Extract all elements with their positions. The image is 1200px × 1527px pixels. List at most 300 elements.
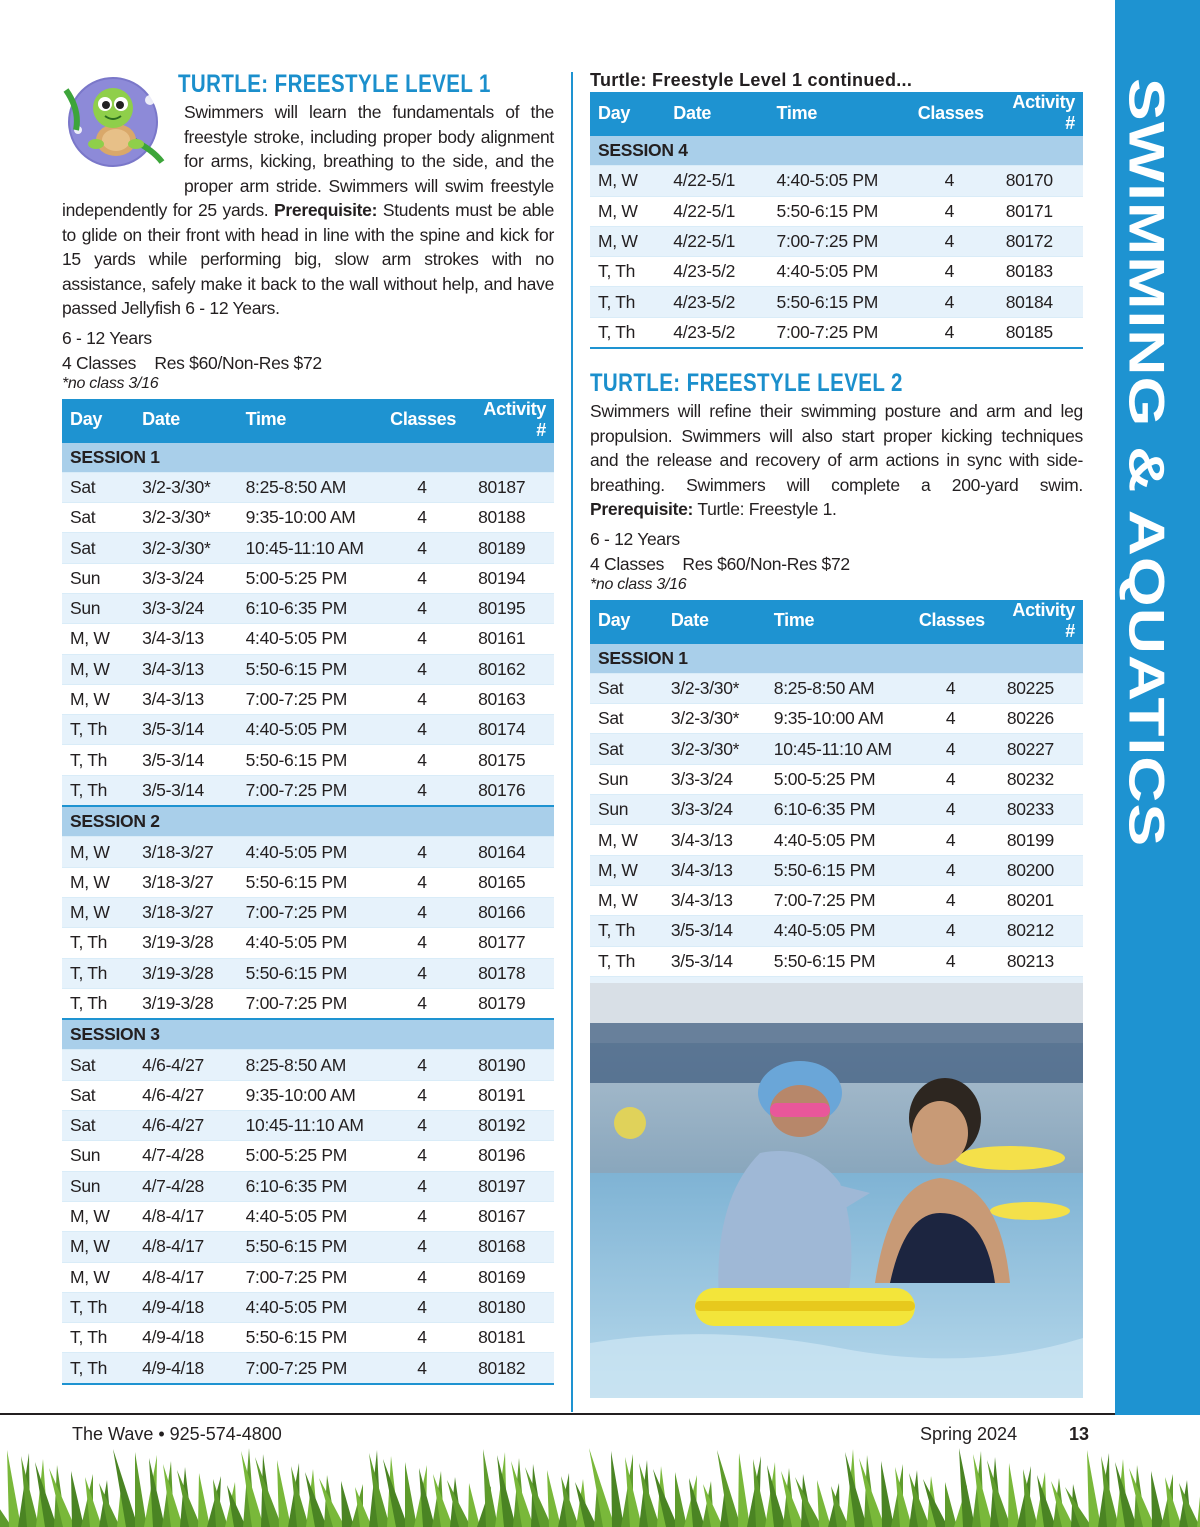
activity-cell: 80181 [464,1323,554,1353]
grass-blade [717,1450,741,1527]
table-row [62,593,554,623]
page-number: 13 [1069,1424,1090,1444]
session-header-row [62,806,554,837]
column-header: Time [238,399,380,442]
date-cell: 3/3-3/24 [134,563,237,593]
date-cell: 3/3-3/24 [663,764,766,794]
course-description-2: Swimmers will refine their swimming posture and arm and leg propulsion. Swimmers will also start proper kicking techniques and the release and recovery of arm actions in sync with side-breathing. Swimmers will complete a 200-yard swim. Prerequisite: Turtle: Freestyle 1. [590,401,1083,520]
classes-cell: 4 [907,257,992,287]
time-cell: 5:00-5:25 PM [766,764,909,794]
session-header-row [62,1019,554,1050]
date-cell: 3/5-3/14 [134,715,237,745]
activity-cell: 80233 [993,795,1083,825]
date-cell: 4/22-5/1 [665,196,768,226]
age-range: 6 - 12 Years [62,327,152,348]
day-cell: Sat [590,704,663,734]
date-cell: 3/18-3/27 [134,867,237,897]
table-row [62,1353,554,1384]
time-cell: 5:50-6:15 PM [769,287,908,317]
day-cell: Sun [62,1141,134,1171]
time-cell: 9:35-10:00 AM [238,1080,380,1110]
time-cell: 7:00-7:25 PM [238,775,380,806]
time-cell: 4:40-5:05 PM [238,624,380,654]
table-row [62,1171,554,1201]
day-cell: M, W [62,897,134,927]
time-cell: 4:40-5:05 PM [769,166,908,196]
table-row [62,775,554,806]
column-header: Date [134,399,237,442]
activity-cell: 80225 [993,673,1083,703]
day-cell: T, Th [590,317,665,348]
column-header: Classes [908,600,992,643]
table-row [62,503,554,533]
classes-cell: 4 [380,533,464,563]
classes-cell: 4 [907,226,992,256]
day-cell: T, Th [590,946,663,976]
continued-title: Turtle: Freestyle Level 1 continued... [590,70,913,90]
grass-blade [71,1471,84,1527]
date-cell: 4/6-4/27 [134,1050,237,1080]
time-cell: 5:50-6:15 PM [238,958,380,988]
classes-cell: 4 [380,897,464,927]
grass-blade [589,1448,615,1527]
date-cell: 3/4-3/13 [134,624,237,654]
activity-cell: 80176 [464,775,554,806]
classes-cell: 4 [380,958,464,988]
time-cell: 5:00-5:25 PM [238,1141,380,1171]
classes-cell: 4 [380,1111,464,1141]
grass-blade [738,1453,750,1527]
table-row [590,287,1083,317]
day-cell: M, W [62,837,134,867]
table-row [590,673,1083,703]
time-cell: 5:50-6:15 PM [766,855,909,885]
table-row [62,563,554,593]
activity-cell: 80194 [464,563,554,593]
class-pricing-2: 4 Classes Res $60/Non-Res $72 [590,553,850,574]
time-cell: 5:50-6:15 PM [238,745,380,775]
activity-cell: 80175 [464,745,554,775]
time-cell: 4:40-5:05 PM [766,825,909,855]
activity-cell: 80199 [993,825,1083,855]
grass-blade [1008,1463,1020,1527]
grass-blade [547,1470,561,1527]
time-cell: 8:25-8:50 AM [238,472,380,502]
session-label: SESSION 3 [62,1019,554,1050]
table-row [62,867,554,897]
time-cell: 7:00-7:25 PM [238,988,380,1019]
time-cell: 4:40-5:05 PM [238,1201,380,1231]
table-row [62,1141,554,1171]
day-cell: Sun [62,563,134,593]
session-header-row [62,442,554,473]
classes-cell: 4 [908,795,992,825]
date-cell: 3/4-3/13 [663,885,766,915]
day-cell: M, W [62,654,134,684]
table-row [590,764,1083,794]
date-cell: 3/2-3/30* [663,734,766,764]
time-cell: 4:40-5:05 PM [766,916,909,946]
day-cell: Sun [62,1171,134,1201]
day-cell: M, W [62,1262,134,1292]
classes-cell: 4 [380,503,464,533]
classes-cell: 4 [908,734,992,764]
date-cell: 4/8-4/17 [134,1232,237,1262]
column-header: Activity # [464,399,554,442]
activity-cell: 80226 [993,704,1083,734]
course-title: TURTLE: FREESTYLE LEVEL 1 [178,70,491,98]
activity-cell: 80169 [464,1262,554,1292]
grass-blade [405,1462,417,1527]
grass-blade [177,1470,201,1527]
activity-cell: 80212 [993,916,1083,946]
column-header: Time [769,92,908,135]
continued-schedule-table [590,92,1083,349]
table-row [590,825,1083,855]
day-cell: M, W [62,624,134,654]
activity-cell: 80191 [464,1080,554,1110]
activity-cell: 80188 [464,503,554,533]
activity-cell: 80179 [464,988,554,1019]
grass-decoration [0,1445,1200,1527]
table-row [590,226,1083,256]
classes-cell: 4 [380,928,464,958]
date-cell: 3/19-3/28 [134,928,237,958]
grass-blade [135,1452,147,1527]
grass-blade [277,1460,291,1527]
column-header: Date [665,92,768,135]
image-spacer [62,100,184,196]
table-row [590,734,1083,764]
classes-cell: 4 [380,1292,464,1322]
grass-blade [945,1482,957,1527]
time-cell: 4:40-5:05 PM [238,715,380,745]
time-cell: 5:50-6:15 PM [238,1323,380,1353]
course-description: Swimmers will learn the fundamentals of the freestyle stroke, including proper body alignment for arms, kicking, breathing to the side, and the proper arm stride. Swimmers will swim freestyle independently for 25 yards. Prerequisite: Students must be able to glide on their front with head in line with the spine and kick for 15 yards while performing big, slow arm strokes with no assistance, safely make it back to the wall without help, and have passed Jellyfish 6 - 12 Years. [62,102,555,318]
table-row [62,1080,554,1110]
day-cell: T, Th [62,958,134,988]
table-row [62,1050,554,1080]
activity-cell: 80189 [464,533,554,563]
activity-cell: 80172 [992,226,1083,256]
session-label: SESSION 4 [590,135,1083,166]
time-cell: 10:45-11:10 AM [766,734,909,764]
day-cell: M, W [590,885,663,915]
table-header-row [590,600,1083,643]
side-banner-text: SWIMMING & AQUATICS [1118,78,1175,848]
time-cell: 6:10-6:35 PM [238,1171,380,1201]
time-cell: 4:40-5:05 PM [238,837,380,867]
day-cell: M, W [590,166,665,196]
activity-cell: 80167 [464,1201,554,1231]
activity-cell: 80196 [464,1141,554,1171]
table-row [590,166,1083,196]
day-cell: T, Th [62,715,134,745]
date-cell: 4/9-4/18 [134,1323,237,1353]
column-header: Date [663,600,766,643]
activity-cell: 80177 [464,928,554,958]
classes-cell: 4 [380,654,464,684]
day-cell: M, W [62,684,134,714]
classes-cell: 4 [380,1232,464,1262]
activity-cell: 80161 [464,624,554,654]
table-row [62,624,554,654]
day-cell: T, Th [590,287,665,317]
date-cell: 3/4-3/13 [663,825,766,855]
table-row [62,958,554,988]
column-header: Time [766,600,909,643]
column-divider [571,72,573,1412]
date-cell: 4/9-4/18 [134,1353,237,1384]
session-header-row [590,643,1083,674]
date-cell: 3/4-3/13 [134,654,237,684]
table-row [590,916,1083,946]
table-row [62,988,554,1019]
date-cell: 3/2-3/30* [134,503,237,533]
time-cell: 4:40-5:05 PM [238,1292,380,1322]
day-cell: M, W [62,1232,134,1262]
right-column [590,68,1083,1008]
table-row [590,196,1083,226]
table-row [62,472,554,502]
classes-cell: 4 [380,593,464,623]
classes-cell: 4 [380,684,464,714]
column-header: Day [62,399,134,442]
activity-cell: 80165 [464,867,554,897]
activity-cell: 80163 [464,684,554,714]
activity-cell: 80192 [464,1111,554,1141]
swim-lesson-photo [590,983,1083,1398]
classes-cell: 4 [908,825,992,855]
classes-cell: 4 [380,867,464,897]
footer-contact: The Wave • 925-574-4800 [72,1424,282,1444]
column-header: Day [590,92,665,135]
classes-cell: 4 [907,166,992,196]
table-row [62,1232,554,1262]
table-row [62,1201,554,1231]
grass-blade [817,1480,831,1527]
date-cell: 3/4-3/13 [663,855,766,885]
time-cell: 5:50-6:15 PM [766,946,909,976]
date-cell: 3/18-3/27 [134,837,237,867]
day-cell: M, W [590,855,663,885]
date-cell: 3/5-3/14 [134,775,237,806]
activity-cell: 80174 [464,715,554,745]
table-header-row [590,92,1083,135]
day-cell: M, W [62,1201,134,1231]
schedule-note-2: *no class 3/16 [590,575,687,593]
date-cell: 4/23-5/2 [665,257,768,287]
classes-cell: 4 [380,1141,464,1171]
column-header: Activity # [992,92,1083,135]
classes-cell: 4 [380,472,464,502]
date-cell: 3/5-3/14 [134,745,237,775]
schedule-table [62,399,554,1385]
activity-cell: 80162 [464,654,554,684]
date-cell: 4/6-4/27 [134,1111,237,1141]
activity-cell: 80201 [993,885,1083,915]
table-row [62,1111,554,1141]
time-cell: 7:00-7:25 PM [238,684,380,714]
date-cell: 3/4-3/13 [134,684,237,714]
date-cell: 4/6-4/27 [134,1080,237,1110]
activity-cell: 80180 [464,1292,554,1322]
classes-cell: 4 [380,1353,464,1384]
time-cell: 8:25-8:50 AM [766,673,909,703]
grass-blade [987,1460,1011,1527]
day-cell: Sun [590,795,663,825]
activity-cell: 80200 [993,855,1083,885]
day-cell: Sun [62,593,134,623]
classes-cell: 4 [380,1080,464,1110]
time-cell: 4:40-5:05 PM [769,257,908,287]
activity-cell: 80187 [464,472,554,502]
table-row [62,1292,554,1322]
activity-cell: 80178 [464,958,554,988]
classes-cell: 4 [907,287,992,317]
table-row [62,837,554,867]
activity-cell: 80232 [993,764,1083,794]
date-cell: 4/9-4/18 [134,1292,237,1322]
table-row [590,855,1083,885]
table-row [590,885,1083,915]
class-pricing: 4 Classes Res $60/Non-Res $72 [62,352,322,373]
day-cell: M, W [590,226,665,256]
activity-cell: 80170 [992,166,1083,196]
time-cell: 5:50-6:15 PM [238,654,380,684]
date-cell: 3/3-3/24 [134,593,237,623]
time-cell: 10:45-11:10 AM [238,1111,380,1141]
classes-cell: 4 [907,196,992,226]
table-header-row [62,399,554,442]
day-cell: Sat [62,1050,134,1080]
grass-blade [468,1483,480,1527]
classes-cell: 4 [380,715,464,745]
classes-cell: 4 [908,704,992,734]
day-cell: M, W [590,196,665,226]
table-row [590,704,1083,734]
activity-cell: 80164 [464,837,554,867]
grass-blade [198,1473,210,1527]
age-range-2: 6 - 12 Years [590,528,680,549]
day-cell: T, Th [62,1323,134,1353]
day-cell: T, Th [62,775,134,806]
day-cell: T, Th [62,1353,134,1384]
date-cell: 3/3-3/24 [663,795,766,825]
day-cell: T, Th [62,928,134,958]
classes-cell: 4 [380,1323,464,1353]
time-cell: 7:00-7:25 PM [238,1353,380,1384]
date-cell: 3/2-3/30* [134,472,237,502]
classes-cell: 4 [908,946,992,976]
grass-blade [611,1451,624,1527]
classes-cell: 4 [380,624,464,654]
column-header: Activity # [993,600,1083,643]
day-cell: T, Th [62,1292,134,1322]
date-cell: 3/5-3/14 [663,946,766,976]
activity-cell: 80183 [992,257,1083,287]
day-cell: Sat [62,1111,134,1141]
day-cell: Sun [590,764,663,794]
classes-cell: 4 [380,1050,464,1080]
time-cell: 5:50-6:15 PM [238,1232,380,1262]
date-cell: 3/2-3/30* [663,704,766,734]
day-cell: Sat [62,1080,134,1110]
day-cell: Sat [590,673,663,703]
date-cell: 4/8-4/17 [134,1262,237,1292]
classes-cell: 4 [907,317,992,348]
date-cell: 3/2-3/30* [134,533,237,563]
classes-cell: 4 [380,775,464,806]
time-cell: 6:10-6:35 PM [238,593,380,623]
schedule-note: *no class 3/16 [62,374,159,392]
classes-cell: 4 [908,916,992,946]
activity-cell: 80182 [464,1353,554,1384]
date-cell: 3/19-3/28 [134,988,237,1019]
date-cell: 4/23-5/2 [665,317,768,348]
classes-cell: 4 [380,837,464,867]
date-cell: 4/23-5/2 [665,287,768,317]
time-cell: 7:00-7:25 PM [769,317,908,348]
table-row [590,257,1083,287]
table-row [62,533,554,563]
time-cell: 6:10-6:35 PM [766,795,909,825]
time-cell: 5:50-6:15 PM [769,196,908,226]
date-cell: 4/7-4/28 [134,1171,237,1201]
grass-blade [1151,1471,1164,1527]
date-cell: 3/5-3/14 [663,916,766,946]
table-row [62,1262,554,1292]
column-header: Classes [380,399,464,442]
activity-cell: 80166 [464,897,554,927]
table-row [62,715,554,745]
day-cell: Sat [62,533,134,563]
grass-blade [113,1449,138,1527]
session-header-row [590,135,1083,166]
date-cell: 3/2-3/30* [663,673,766,703]
course-title-2: TURTLE: FREESTYLE LEVEL 2 [590,369,903,398]
day-cell: T, Th [590,257,665,287]
day-cell: T, Th [62,988,134,1019]
grass-blade [675,1472,687,1527]
activity-cell: 80185 [992,317,1083,348]
classes-cell: 4 [380,745,464,775]
time-cell: 8:25-8:50 AM [238,1050,380,1080]
activity-cell: 80195 [464,593,554,623]
table-row [62,684,554,714]
table-row [590,795,1083,825]
table-row [590,946,1083,976]
day-cell: T, Th [62,745,134,775]
session-label: SESSION 1 [62,442,554,473]
day-cell: T, Th [590,916,663,946]
classes-cell: 4 [908,673,992,703]
time-cell: 9:35-10:00 AM [238,503,380,533]
classes-cell: 4 [908,885,992,915]
classes-cell: 4 [380,1262,464,1292]
time-cell: 5:50-6:15 PM [238,867,380,897]
column-header: Classes [907,92,992,135]
time-cell: 4:40-5:05 PM [238,928,380,958]
date-cell: 4/7-4/28 [134,1141,237,1171]
activity-cell: 80168 [464,1232,554,1262]
classes-cell: 4 [380,1171,464,1201]
table-row [62,928,554,958]
left-column [62,68,554,1385]
table-row [62,745,554,775]
time-cell: 7:00-7:25 PM [238,1262,380,1292]
date-cell: 3/19-3/28 [134,958,237,988]
